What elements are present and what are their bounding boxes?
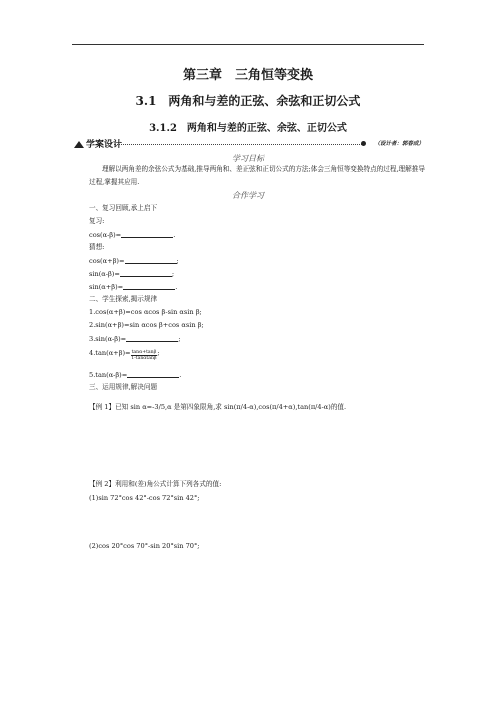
guess-cos-sum: cos(α+β)= ;: [89, 257, 179, 265]
objectives-heading: 学习目标: [232, 154, 264, 163]
answer-blank[interactable]: [127, 371, 179, 378]
guess-sin-diff: sin(α-β)= ;: [89, 270, 175, 278]
part3-heading: 三、运用规律,解决问题: [89, 383, 158, 391]
banner-label: 学案设计: [74, 137, 122, 150]
subsection-title: 3.1.2 两角和与差的正弦、余弦、正切公式: [149, 123, 347, 134]
section-title: 3.1 两角和与差的正弦、余弦和正切公式: [135, 94, 361, 108]
formula-item-5: 5.tan(α-β)= .: [89, 371, 182, 379]
answer-blank[interactable]: [123, 283, 175, 290]
formula-item-3: 3.sin(α-β)= ;: [89, 335, 181, 343]
banner-designer: （设计者：郭春成）: [374, 141, 424, 147]
formula-item-2: 2.sin(α+β)=sin αcos β+cos αsin β;: [89, 321, 204, 329]
triangle-icon: [74, 141, 84, 148]
guess-label: 猜想:: [89, 243, 105, 251]
review-label: 复习:: [89, 217, 105, 225]
example-2-question-2: (2)cos 20°cos 70°-sin 20°sin 70°;: [89, 542, 200, 550]
banner-dotted-line: [114, 144, 364, 145]
part1-heading: 一、复习回顾,承上启下: [89, 204, 158, 212]
answer-blank[interactable]: [120, 270, 172, 277]
bullet-dot-icon: [361, 141, 366, 146]
fraction: $\frac{\tan\alpha+\tan\beta}{1-\tan\alpha\tan\beta}$: [131, 350, 157, 362]
cooperative-heading: 合作学习: [232, 191, 264, 200]
answer-blank[interactable]: [121, 231, 173, 238]
review-cos-diff: cos(α-β)= .: [89, 231, 176, 239]
example-2-question-1: (1)sin 72°cos 42°-cos 72°sin 42°;: [89, 494, 200, 502]
objectives-text: 理解以两角差的余弦公式为基础,推导两角和、差正弦和正切公式的方法;体会三角恒等变换特点的过程,理解推导过程,掌握其应用.: [89, 165, 425, 186]
example-1: 【例 1】已知 sin α=-3/5,α 是第四象限角,求 sin(π/4-α),cos(π/4+α),tan(π/4-α)的值.: [89, 403, 347, 411]
design-banner: [74, 139, 424, 149]
example-2-heading: 【例 2】利用和(差)角公式计算下列各式的值:: [89, 480, 222, 488]
answer-blank[interactable]: [126, 335, 178, 342]
formula-item-1: 1.cos(α+β)=cos αcos β-sin αsin β;: [89, 308, 202, 316]
part2-heading: 二、学生探索,揭示规律: [89, 295, 158, 303]
top-rule: [72, 44, 424, 45]
answer-blank[interactable]: [125, 257, 177, 264]
guess-sin-sum: sin(α+β)= .: [89, 283, 178, 291]
formula-item-4: 4.tan(α+β)= $\frac{\tan\alpha+\tan\beta}{1-\tan\alpha\tan\beta}$ ;: [89, 349, 160, 362]
chapter-title: 第三章 三角恒等变换: [182, 68, 313, 83]
